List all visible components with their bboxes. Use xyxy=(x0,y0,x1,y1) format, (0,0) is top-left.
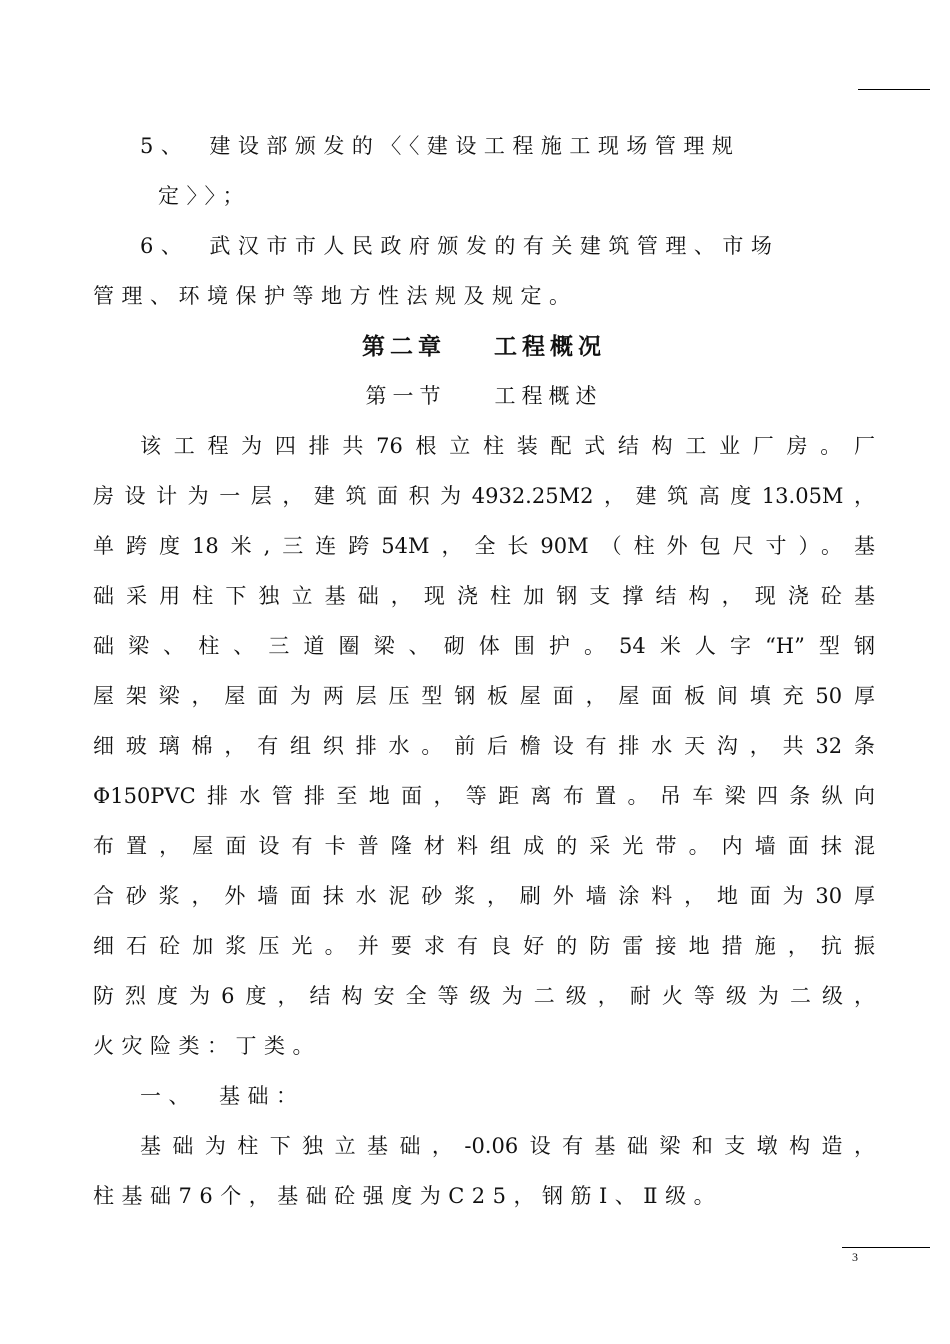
section-number: 第一节 xyxy=(365,384,447,408)
foundation-line: 基础为柱下独立基础，-0.06设有基础梁和支墩构造， xyxy=(140,1134,875,1158)
overview-line: 础梁、柱、三道圈梁、砌体围护。54米人字“H”型钢 xyxy=(93,634,875,658)
footer-rule xyxy=(842,1247,930,1248)
overview-line: 细玻璃棉，有组织排水。前后檐设有排水天沟，共32条 xyxy=(93,734,875,758)
overview-line: 屋架梁，屋面为两层压型钢板屋面，屋面板间填充50厚 xyxy=(93,684,875,708)
overview-line: 布置，屋面设有卡普隆材料组成的采光带。内墙面抹混 xyxy=(93,834,875,858)
overview-line: 合砂浆，外墙面抹水泥砂浆，刷外墙涂料，地面为30厚 xyxy=(93,884,875,908)
list-item-text: 武汉市市人民政府颁发的有关建筑管理、市场 xyxy=(209,234,780,258)
list-item-number: 5、 xyxy=(140,134,190,158)
overview-line: 细石砼加浆压光。并要求有良好的防雷接地措施，抗振 xyxy=(93,934,875,958)
page-number: 3 xyxy=(852,1250,858,1264)
foundation-line: 柱基础76个，基础砼强度为C25，钢筋Ⅰ、Ⅱ级。 xyxy=(93,1184,723,1208)
header-rule xyxy=(858,89,930,90)
overview-line: 火灾险类：丁类。 xyxy=(93,1034,321,1058)
section-title: 工程概述 xyxy=(494,384,603,408)
overview-line: 单跨度18米,三连跨54M，全长90M（柱外包尺寸）。基 xyxy=(93,534,875,558)
chapter-number: 第二章 xyxy=(362,333,446,360)
list-item-6 xyxy=(140,228,875,264)
subsection-heading xyxy=(140,1078,875,1114)
overview-line: 房设计为一层，建筑面积为4932.25M2，建筑高度13.05M， xyxy=(93,484,875,508)
overview-line: 础采用柱下独立基础，现浇柱加钢支撑结构，现浇砼基 xyxy=(93,584,875,608)
subsection-title: 基础： xyxy=(219,1084,305,1108)
chapter-title: 工程概况 xyxy=(494,333,606,360)
overview-line: Φ150PVC排水管排至地面，等距离布置。吊车梁四条纵向 xyxy=(93,784,875,808)
chapter-heading xyxy=(93,329,875,365)
list-item-5 xyxy=(140,128,875,164)
list-item-5-continuation: 定〉〉； xyxy=(158,184,251,208)
overview-line: 防烈度为6度，结构安全等级为二级，耐火等级为二级， xyxy=(93,984,875,1008)
list-item-text: 建设部颁发的〈〈建设工程施工现场管理规 xyxy=(209,134,741,158)
section-heading xyxy=(93,378,875,414)
list-item-6-continuation: 管理、环境保护等地方性法规及规定。 xyxy=(93,284,578,308)
subsection-number: 一、 xyxy=(140,1084,197,1108)
overview-line: 该工程为四排共76根立柱装配式结构工业厂房。厂 xyxy=(140,434,875,458)
list-item-number: 6、 xyxy=(140,234,190,258)
